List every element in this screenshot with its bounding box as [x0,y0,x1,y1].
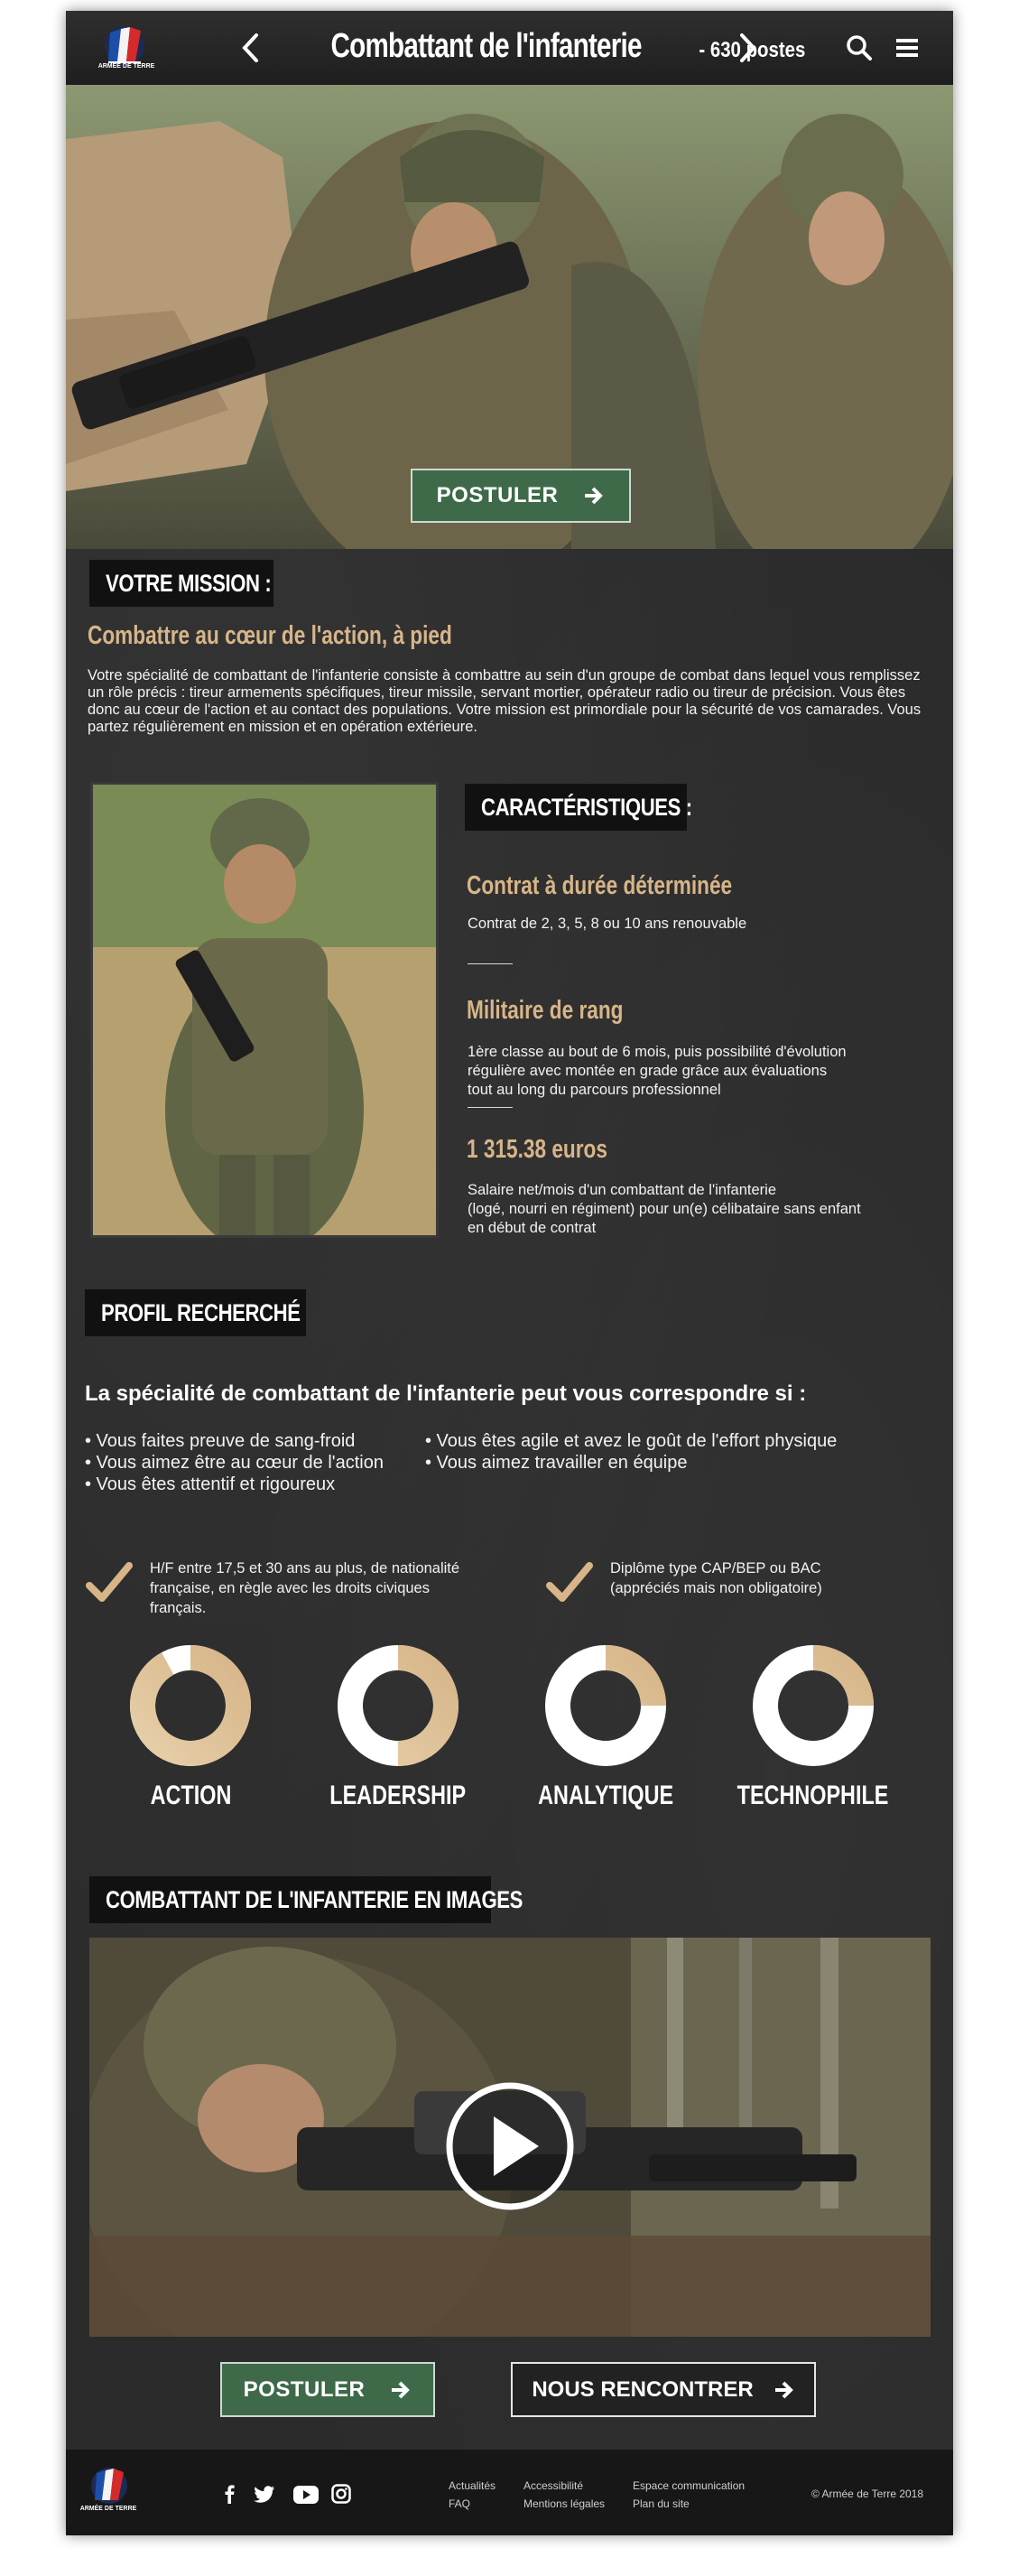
profile-bullets-left [85,1430,384,1495]
menu-icon[interactable] [892,33,922,63]
requirement-age: H/F entre 17,5 et 30 ans au plus, de nationalité française, en règle avec les droits civiques français. [150,1560,460,1616]
trait-label-analytique: ANALYTIQUE [538,1781,673,1810]
trait-donut-analytique [542,1642,669,1769]
footer-logo[interactable] [71,2464,145,2522]
donut-fill-action [143,1658,238,1753]
apply-label: POSTULER [436,483,559,507]
profile-bullets-right [425,1430,837,1474]
contract-type-title: Contrat à durée déterminée [467,871,733,900]
list-item: • Vous faites preuve de sang-froid [85,1431,356,1451]
mission-headline: Combattre au cœur de l'action, à pied [88,621,452,650]
video-player[interactable] [89,1938,931,2337]
footer-links-col3 [633,2477,745,2513]
footer-links-col1 [449,2477,496,2513]
apply-button-hero[interactable] [411,469,631,523]
checkmark-icon [86,1560,133,1605]
twitter-icon[interactable] [254,2486,275,2504]
requirement-diploma: Diplôme type CAP/BEP ou BAC (appréciés mais non obligatoire) [610,1560,822,1596]
arrow-right-icon [390,2380,412,2400]
rank-text-2: régulière avec montée en grade grâce aux évaluations [468,1063,828,1079]
footer-link-faq[interactable]: FAQ [449,2497,471,2510]
soldier-photo [90,782,439,1238]
header-bar [66,11,953,85]
search-icon[interactable] [844,33,875,63]
arrow-right-icon [583,486,605,506]
meet-label: NOUS RENCONTRER [532,2376,754,2402]
play-icon[interactable] [444,2080,576,2212]
footer-link-accessibility[interactable]: Accessibilité [523,2479,584,2492]
logo-text: ARMÉE DE TERRE [97,63,155,70]
footer-link-news[interactable]: Actualités [449,2479,496,2492]
salary-text-3: en début de contrat [468,1220,597,1236]
images-section-label: COMBATTANT DE L'INFANTERIE EN IMAGES [89,1876,491,1923]
youtube-icon[interactable] [293,2485,319,2505]
page-title [287,27,805,69]
list-item: • Vous aimez travailler en équipe [425,1453,688,1473]
trait-donut-leadership [335,1642,461,1769]
job-openings: - 630 postes [699,38,805,62]
separator [468,1107,513,1108]
meet-us-button[interactable] [511,2362,816,2417]
footer-link-legal[interactable]: Mentions légales [523,2497,606,2510]
facebook-icon[interactable] [221,2484,237,2504]
footer-logo-text: ARMÉE DE TERRE [79,2506,137,2512]
apply-button-bottom[interactable] [220,2362,435,2417]
list-item: • Vous êtes attentif et rigoureux [85,1474,336,1494]
arrow-right-icon [774,2380,795,2400]
rank-text-1: 1ère classe au bout de 6 mois, puis possibilité d'évolution [468,1044,847,1060]
trait-label-leadership: LEADERSHIP [329,1781,467,1810]
salary-text-1: Salaire net/mois d'un combattant de l'infanterie [468,1182,776,1198]
list-item: • Vous aimez être au cœur de l'action [85,1453,384,1473]
apply-label: POSTULER [243,2376,366,2402]
profile-label: PROFIL RECHERCHÉ [85,1289,306,1336]
hero-image [66,85,953,549]
checkmark-icon [546,1560,593,1605]
rank-title: Militaire de rang [467,996,624,1025]
salary-text-2: (logé, nourri en régiment) pour un(e) célibataire sans enfant [468,1201,861,1217]
page [66,11,953,2535]
trait-label-technophile: TECHNOPHILE [737,1781,889,1810]
trait-donut-technophile [750,1642,876,1769]
army-logo[interactable] [90,22,162,76]
footer [66,2450,953,2535]
copyright: © Armée de Terre 2018 [811,2488,924,2500]
trait-label-action: ACTION [150,1781,231,1810]
list-item: • Vous êtes agile et avez le goût de l'effort physique [425,1431,838,1451]
footer-links-col2 [523,2477,605,2513]
instagram-icon[interactable] [331,2484,351,2504]
footer-link-sitemap[interactable]: Plan du site [633,2497,690,2510]
contract-type-text: Contrat de 2, 3, 5, 8 ou 10 ans renouvable [468,916,747,932]
next-arrow[interactable] [734,31,761,65]
mission-label: VOTRE MISSION : [89,560,273,607]
job-title: Combattant de l'infanterie [330,27,642,65]
rank-text-3: tout au long du parcours professionnel [468,1082,721,1098]
separator [468,963,513,964]
previous-arrow[interactable] [237,31,264,65]
trait-donut-action [127,1642,254,1769]
salary-title: 1 315.38 euros [467,1135,607,1164]
mission-description: Votre spécialité de combattant de l'infanterie consiste à combattre au sein d'un groupe de combat dans lequel vous remplissez un rôle précis : tireur armements spécifiques, tireur missile, servant mortier, opérateur radio ou tireur de précision. Vous êtes donc au cœur de l'action et au contact des populations. Votre mission est primordiale pour la sécurité de vos camarades. Vous partez régulièrement en mission et en opération extérieure. [88,667,922,735]
characteristics-label: CARACTÉRISTIQUES : [465,784,687,831]
footer-link-communication[interactable]: Espace communication [633,2479,746,2492]
profile-intro: La spécialité de combattant de l'infanterie peut vous correspondre si : [85,1381,807,1406]
